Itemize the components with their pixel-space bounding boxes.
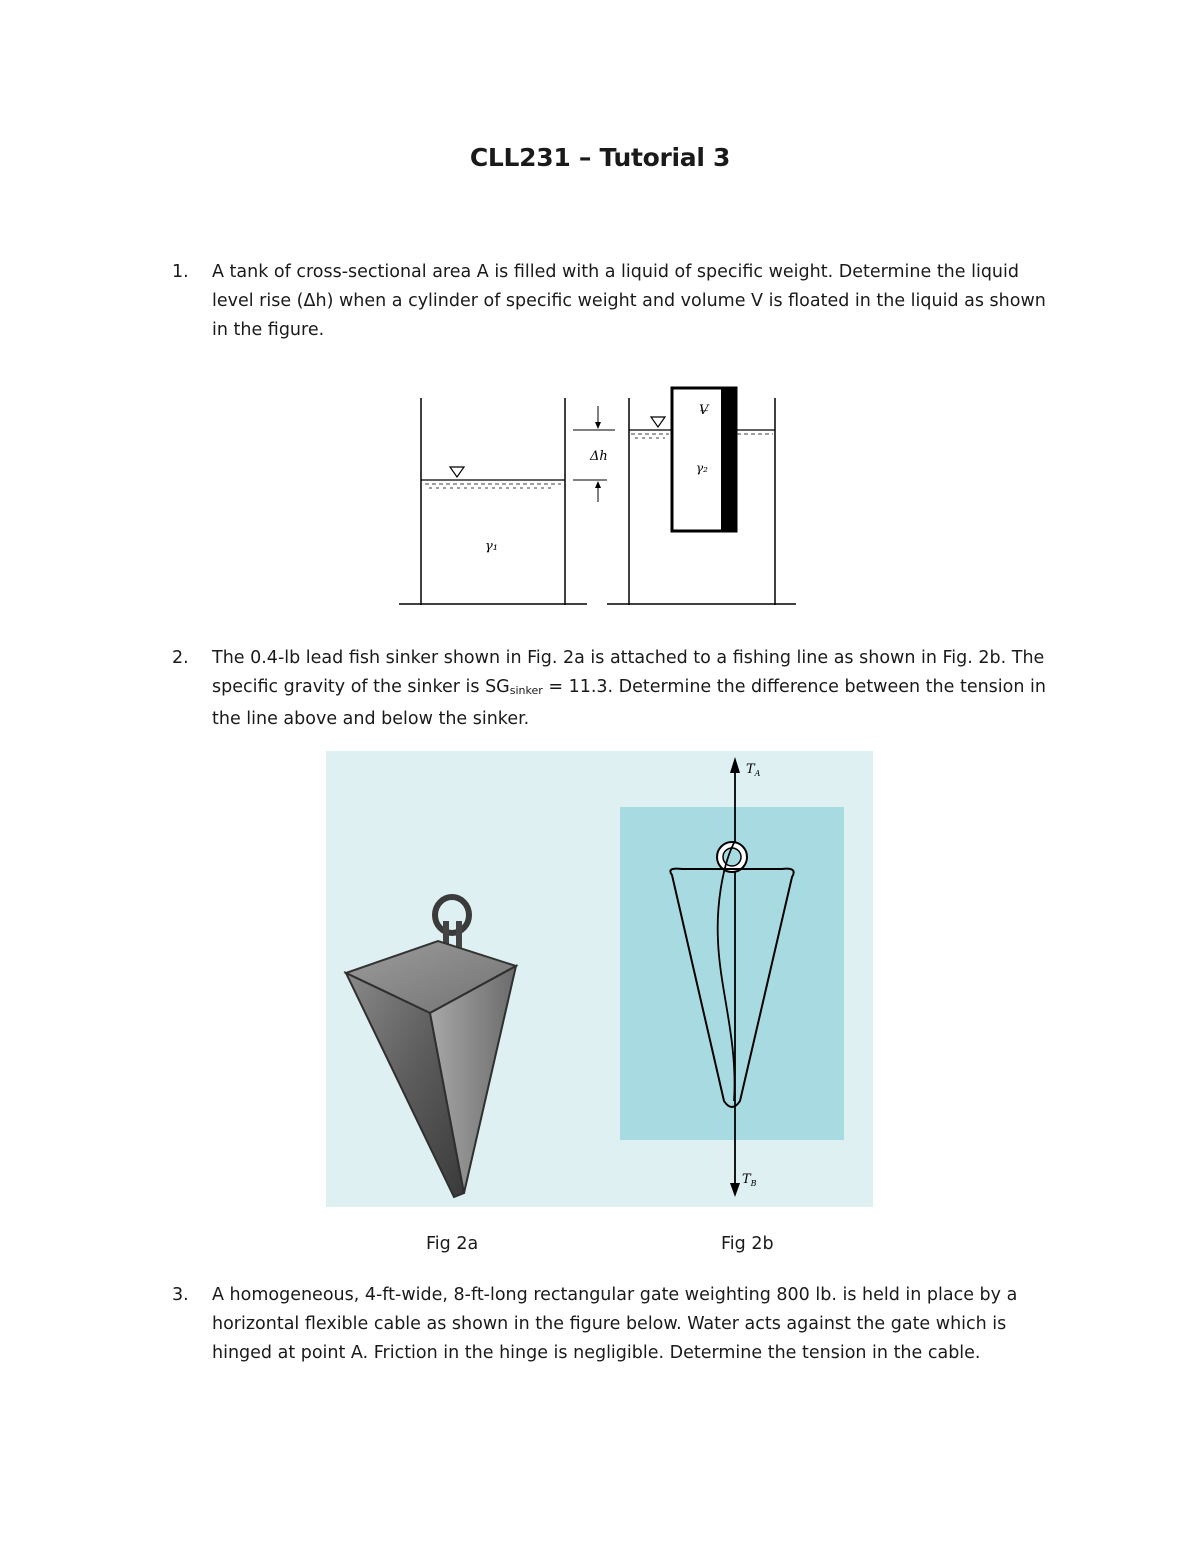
figure-2-sinker bbox=[326, 751, 873, 1207]
question-number: 2. bbox=[172, 648, 189, 668]
gamma1-label: γ₁ bbox=[485, 539, 498, 554]
free-surface-marker-icon bbox=[651, 417, 665, 427]
cylinder-shading bbox=[721, 388, 736, 531]
question-3 bbox=[172, 1281, 1052, 1368]
figure-1-tanks bbox=[395, 380, 805, 610]
question-1 bbox=[172, 258, 1052, 345]
delta-h-label: Δh bbox=[590, 449, 608, 464]
fig-2b-caption: Fig 2b bbox=[721, 1234, 774, 1254]
tension-a-label: $T_A$ bbox=[746, 762, 761, 778]
gamma2-label: γ₂ bbox=[696, 461, 708, 475]
question-number: 3. bbox=[172, 1285, 189, 1305]
question-text: A tank of cross-sectional area A is filled with a liquid of specific weight. Determine the liquid level rise (Δh) when a cylinder of specific weight and volume V is floated in the liquid as shown in the figure. bbox=[212, 262, 1046, 340]
page-title: CLL231 – Tutorial 3 bbox=[469, 143, 731, 172]
question-number: 1. bbox=[172, 262, 189, 282]
volume-label: V̶ bbox=[699, 403, 709, 418]
tension-b-label: $T_B$ bbox=[742, 1172, 757, 1188]
question-2 bbox=[172, 644, 1052, 734]
question-text: The 0.4-lb lead fish sinker shown in Fig. 2a is attached to a fishing line as shown in Fig. 2b. The specific gravity of the sinker is $SG_{sinker} = 11.3$. Determine the difference between the tension in the line above and below the sinker. bbox=[212, 648, 1046, 729]
question-text: A homogeneous, 4-ft-wide, 8-ft-long rectangular gate weighting 800 lb. is held in place by a horizontal flexible cable as shown in the figure below. Water acts against the gate which is hinged at point A. Friction in the hinge is negligible. Determine the tension in the cable. bbox=[212, 1285, 1018, 1363]
free-surface-marker-icon bbox=[450, 467, 464, 477]
sinker-subscript: sinker bbox=[509, 684, 543, 697]
fig-2a-caption: Fig 2a bbox=[426, 1234, 479, 1254]
